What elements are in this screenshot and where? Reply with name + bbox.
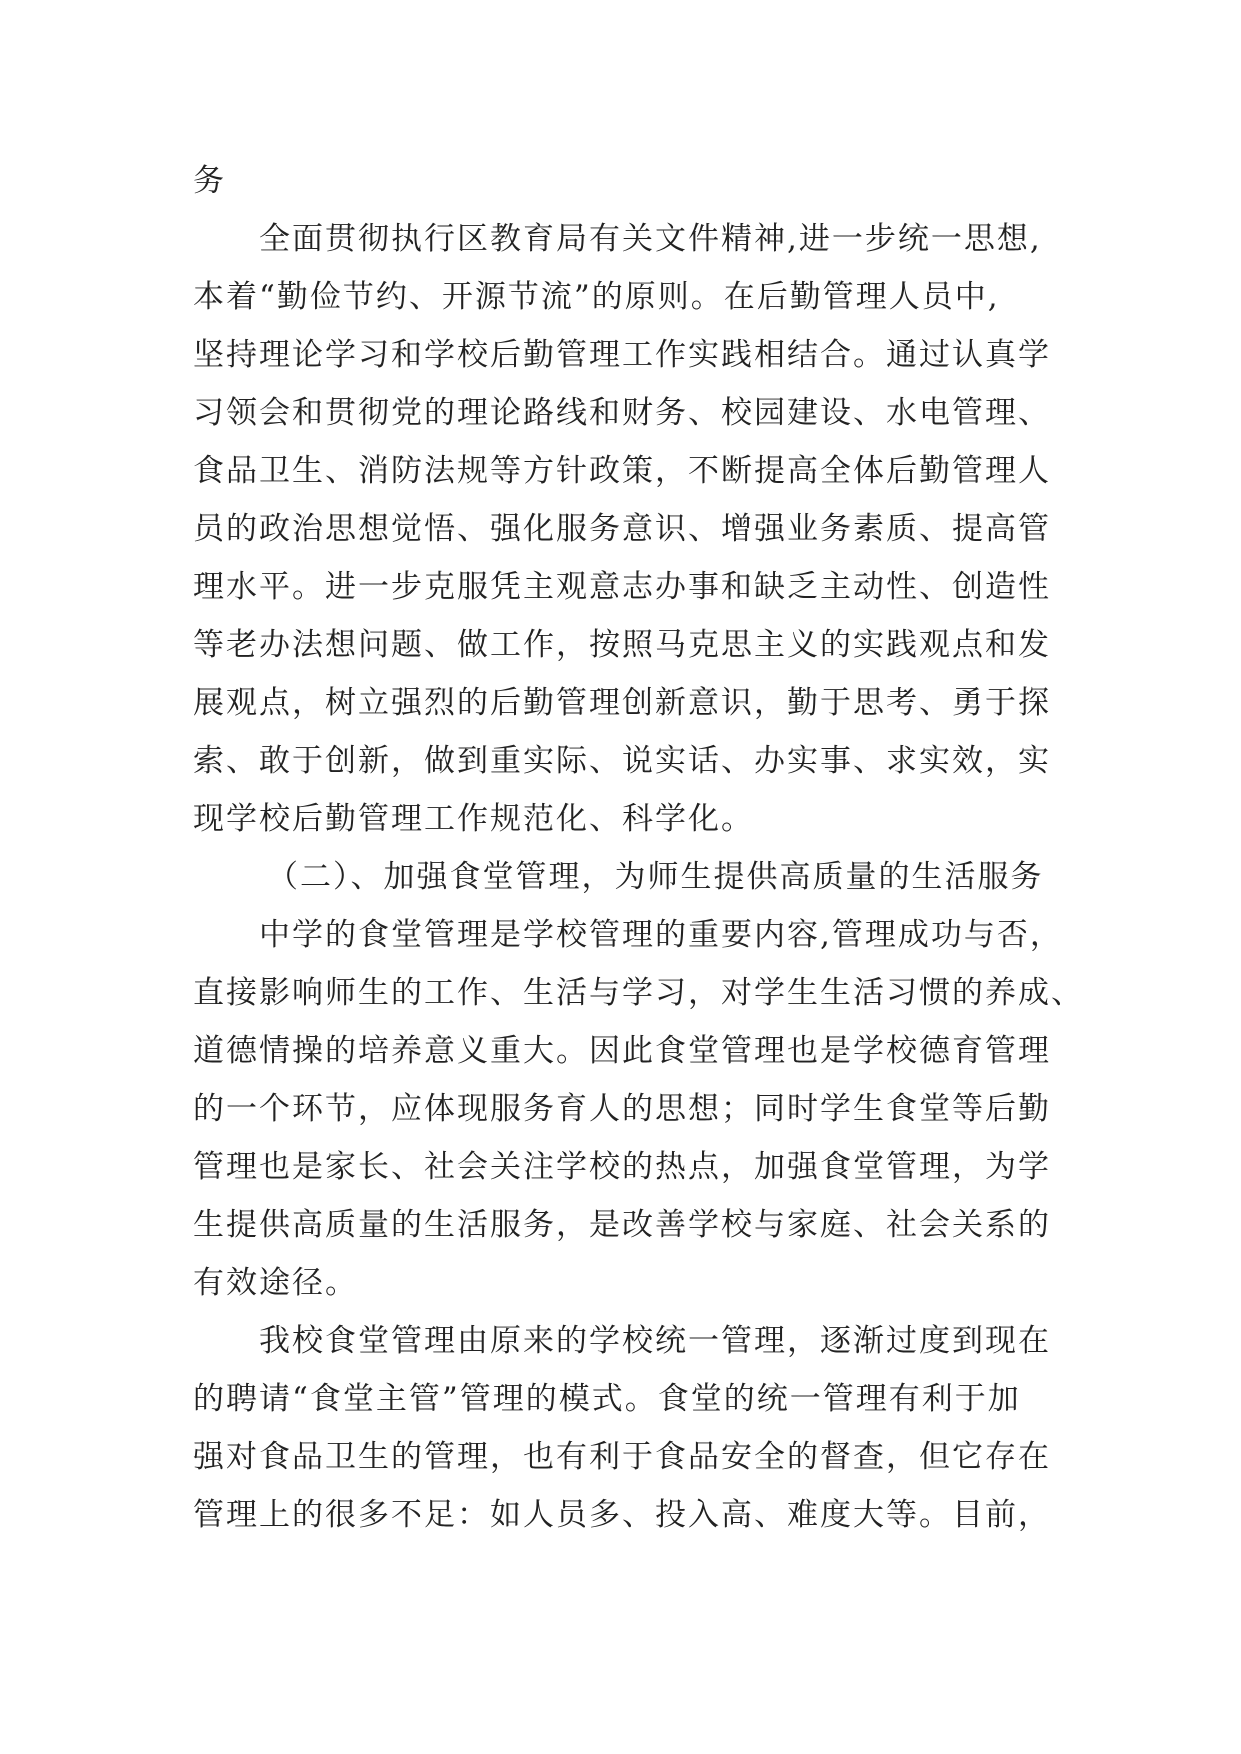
text-line: 生提供高质量的生活服务，是改善学校与家庭、社会关系的 bbox=[193, 1207, 1051, 1243]
text-line: 的一个环节，应体现服务育人的思想；同时学生食堂等后勤 bbox=[193, 1091, 1051, 1127]
section-heading: （二）、加强食堂管理，为师生提供高质量的生活服务 bbox=[267, 859, 1044, 895]
text-line: 管理也是家长、社会关注学校的热点，加强食堂管理，为学 bbox=[193, 1149, 1051, 1185]
text-line: 强对食品卫生的管理，也有利于食品安全的督查，但它存在 bbox=[193, 1439, 1051, 1475]
text-line: 食品卫生、消防法规等方针政策，不断提高全体后勤管理人 bbox=[193, 453, 1051, 489]
text-line: 员的政治思想觉悟、强化服务意识、增强业务素质、提高管 bbox=[193, 511, 1051, 547]
text-line: 直接影响师生的工作、生活与学习，对学生生活习惯的养成、 bbox=[193, 975, 1084, 1011]
text-line: 本着“勤俭节约、开源节流”的原则。在后勤管理人员中, bbox=[193, 279, 1000, 315]
text-line: 理水平。进一步克服凭主观意志办事和缺乏主动性、创造性 bbox=[193, 569, 1051, 605]
text-line: 管理上的很多不足：如人员多、投入高、难度大等。目前， bbox=[193, 1497, 1051, 1533]
text-line: 道德情操的培养意义重大。因此食堂管理也是学校德育管理 bbox=[193, 1033, 1051, 1069]
text-line: 有效途径。 bbox=[193, 1265, 358, 1301]
text-line: 我校食堂管理由原来的学校统一管理，逐渐过度到现在 bbox=[259, 1323, 1051, 1359]
text-line: 坚持理论学习和学校后勤管理工作实践相结合。通过认真学 bbox=[193, 337, 1051, 373]
text-line: 等老办法想问题、做工作，按照马克思主义的实践观点和发 bbox=[193, 627, 1051, 663]
text-line: 展观点，树立强烈的后勤管理创新意识，勤于思考、勇于探 bbox=[193, 685, 1051, 721]
text-line: 全面贯彻执行区教育局有关文件精神,进一步统一思想, bbox=[259, 221, 1042, 257]
text-line: 中学的食堂管理是学校管理的重要内容,管理成功与否， bbox=[259, 917, 1063, 953]
document-body bbox=[193, 152, 1084, 1544]
text-line: 的聘请“食堂主管”管理的模式。食堂的统一管理有利于加 bbox=[193, 1381, 1021, 1417]
text-line: 索、敢于创新，做到重实际、说实话、办实事、求实效，实 bbox=[193, 743, 1051, 779]
text-line: 习领会和贯彻党的理论路线和财务、校园建设、水电管理、 bbox=[193, 395, 1051, 431]
text-line: 现学校后勤管理工作规范化、科学化。 bbox=[193, 801, 754, 837]
text-line: 务 bbox=[193, 163, 226, 199]
